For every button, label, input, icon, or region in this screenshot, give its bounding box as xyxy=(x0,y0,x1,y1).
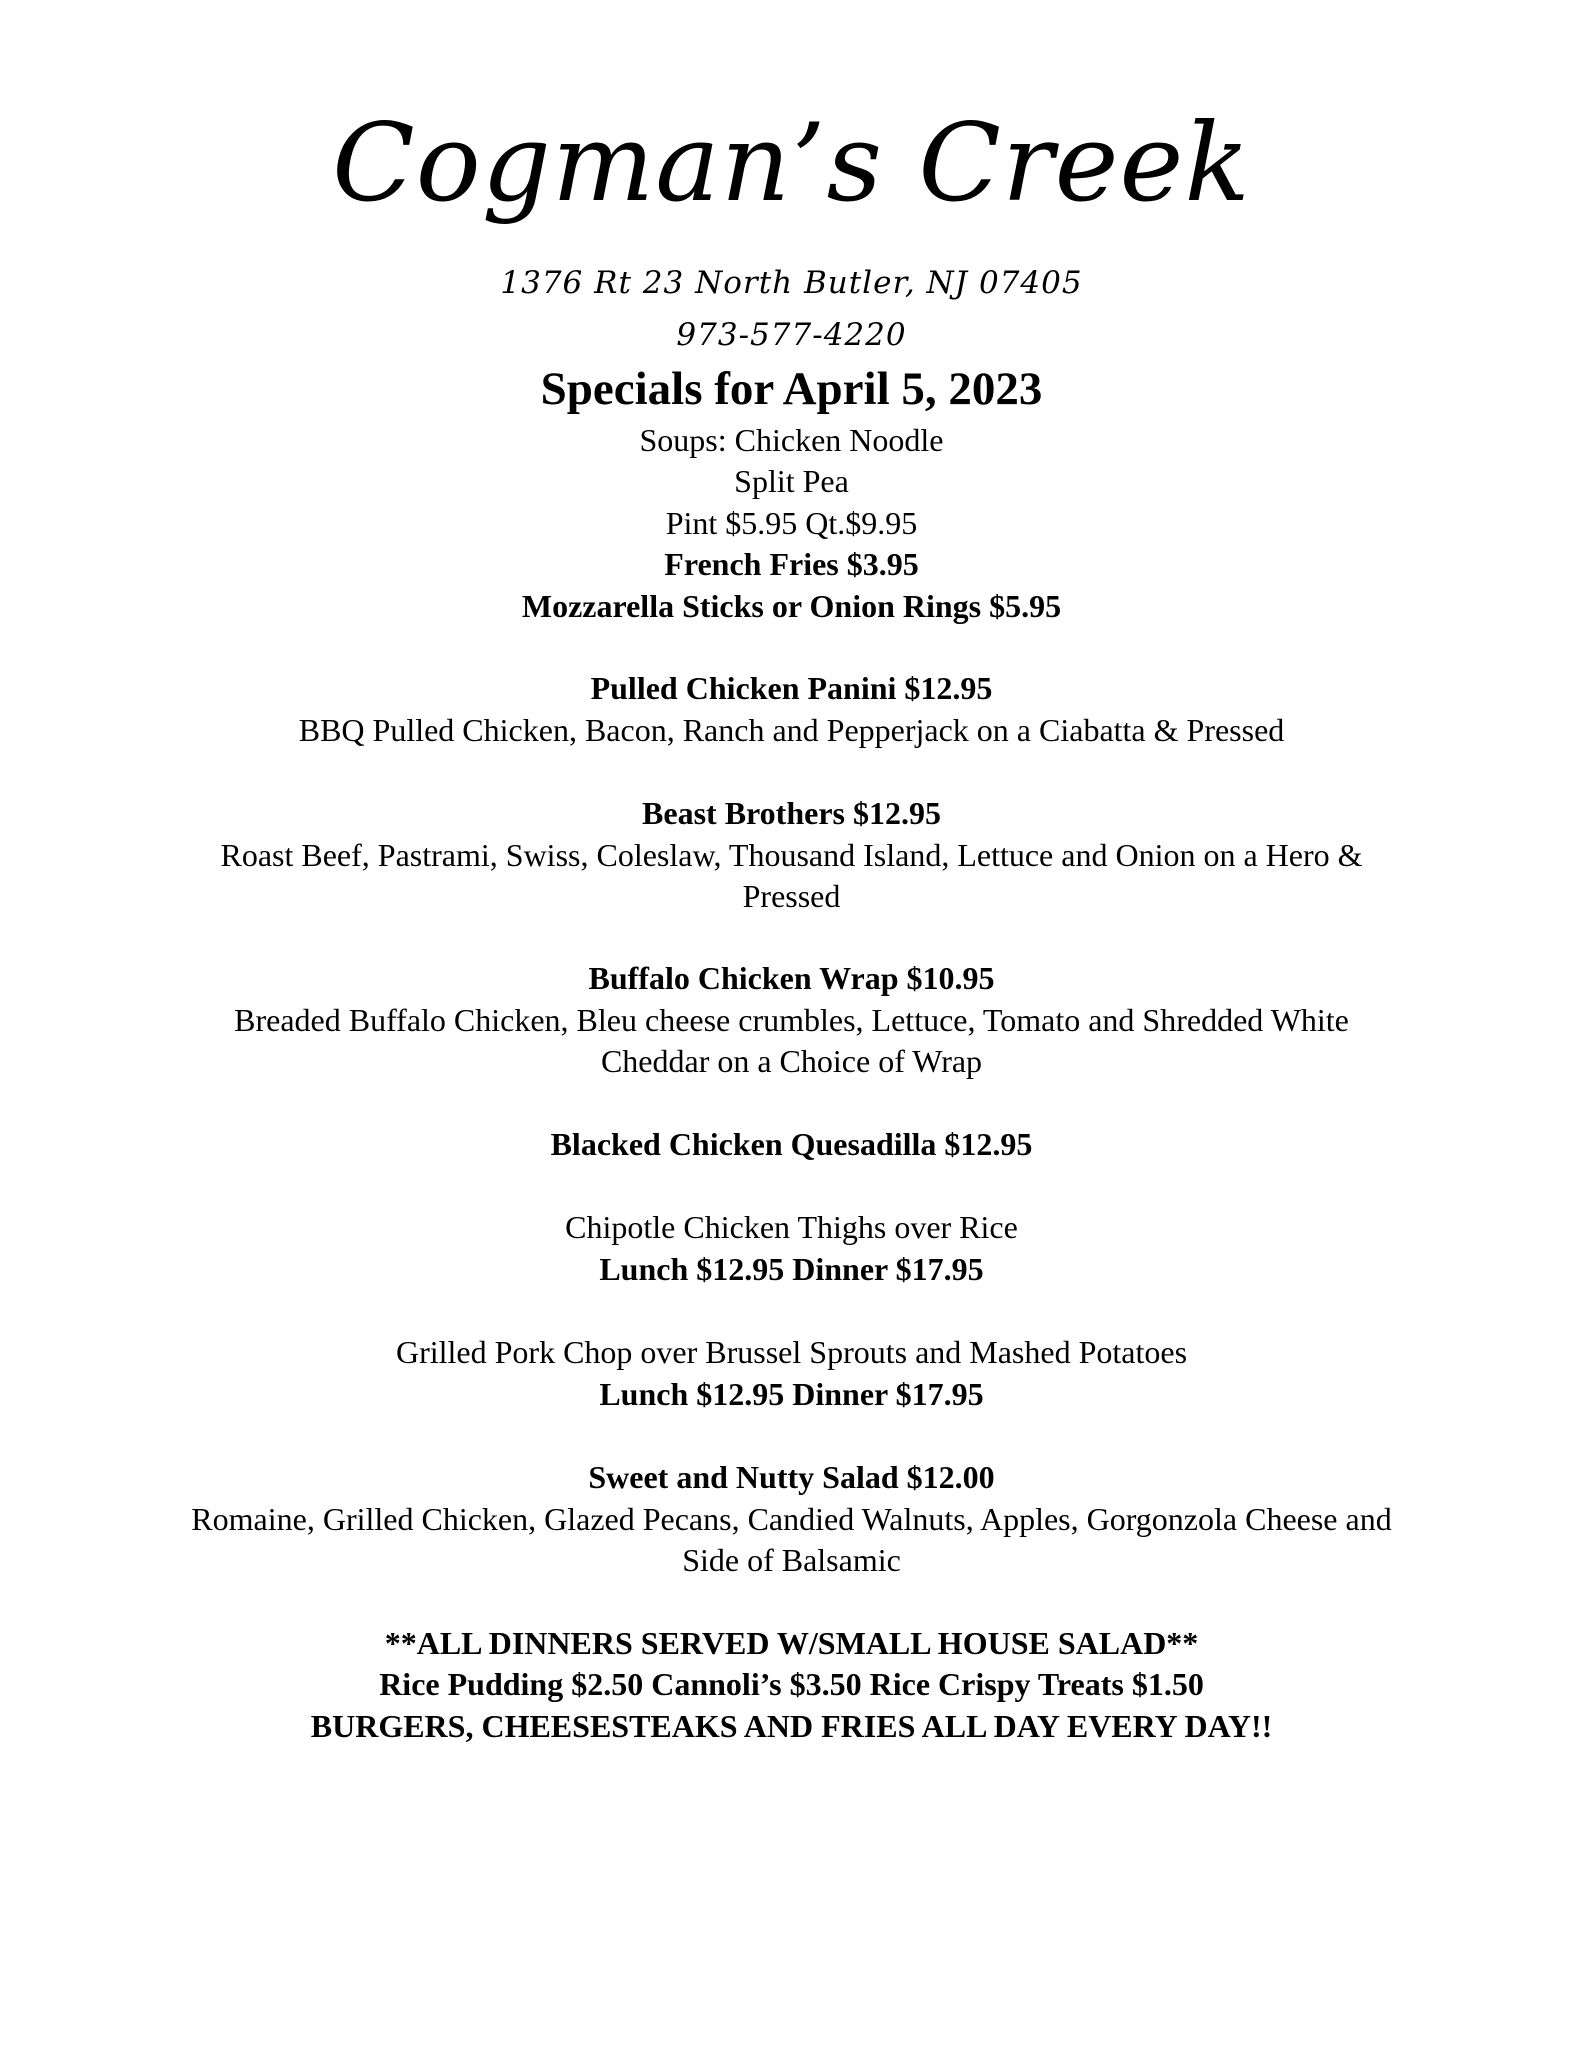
special-name: Sweet and Nutty Salad $12.00 xyxy=(588,1459,995,1495)
every-day-note: BURGERS, CHEESESTEAKS AND FRIES ALL DAY EVERY DAY!! xyxy=(310,1708,1273,1744)
special-description: Pressed xyxy=(742,878,841,914)
side-item-fries: French Fries $3.95 xyxy=(664,546,919,582)
special-description: Breaded Buffalo Chicken, Bleu cheese crumbles, Lettuce, Tomato and Shredded White xyxy=(234,1002,1349,1038)
restaurant-name: Cogman’s Creek xyxy=(332,101,1251,226)
special-name: Beast Brothers $12.95 xyxy=(642,795,941,831)
soup-prices: Pint $5.95 Qt.$9.95 xyxy=(665,505,918,541)
special-description: Cheddar on a Choice of Wrap xyxy=(600,1043,983,1079)
restaurant-phone: 973-577-4220 xyxy=(676,317,907,353)
special-description: Romaine, Grilled Chicken, Glazed Pecans, Candied Walnuts, Apples, Gorgonzola Cheese and xyxy=(191,1501,1392,1537)
special-prices: Lunch $12.95 Dinner $17.95 xyxy=(599,1251,984,1287)
special-name: Pulled Chicken Panini $12.95 xyxy=(590,670,993,706)
dinners-note: **ALL DINNERS SERVED W/SMALL HOUSE SALAD** xyxy=(384,1625,1199,1661)
special-name: Blacked Chicken Quesadilla $12.95 xyxy=(550,1126,1033,1162)
side-item-sticks-rings: Mozzarella Sticks or Onion Rings $5.95 xyxy=(521,588,1062,624)
special-name: Buffalo Chicken Wrap $10.95 xyxy=(588,960,995,996)
special-name: Grilled Pork Chop over Brussel Sprouts and Mashed Potatoes xyxy=(395,1334,1188,1370)
soups-line-2: Split Pea xyxy=(734,463,849,499)
specials-title: Specials for April 5, 2023 xyxy=(540,363,1043,415)
special-description: Roast Beef, Pastrami, Swiss, Coleslaw, Thousand Island, Lettuce and Onion on a Hero & xyxy=(220,837,1363,873)
restaurant-address: 1376 Rt 23 North Butler, NJ 07405 xyxy=(500,265,1083,301)
desserts-line: Rice Pudding $2.50 Cannoli’s $3.50 Rice Crispy Treats $1.50 xyxy=(379,1666,1204,1702)
soups-line: Soups: Chicken Noodle xyxy=(639,422,944,458)
special-name: Chipotle Chicken Thighs over Rice xyxy=(565,1209,1018,1245)
special-description: Side of Balsamic xyxy=(682,1542,901,1578)
special-prices: Lunch $12.95 Dinner $17.95 xyxy=(599,1376,984,1412)
special-description: BBQ Pulled Chicken, Bacon, Ranch and Pepperjack on a Ciabatta & Pressed xyxy=(298,712,1285,748)
